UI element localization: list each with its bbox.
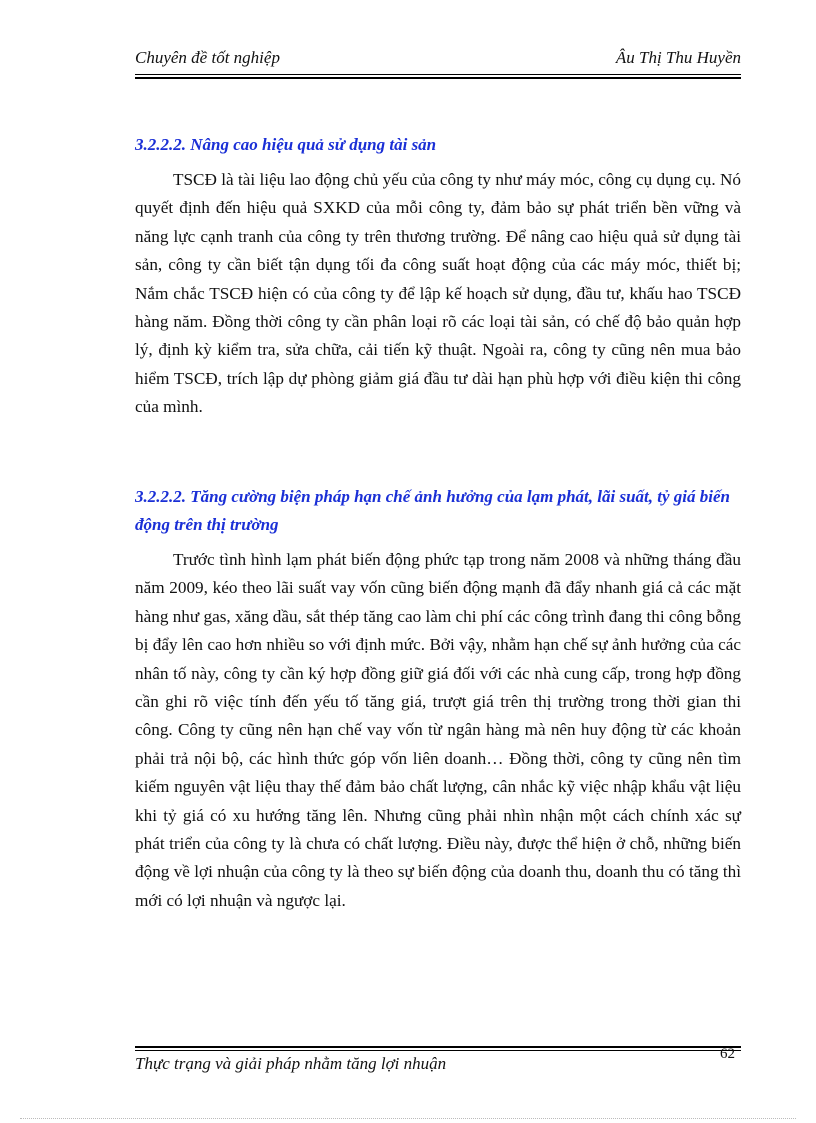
section-paragraph-2: Trước tình hình lạm phát biến động phức tạp trong năm 2008 và những tháng đầu năm 2009, kéo theo lãi suất vay vốn cũng biến động mạnh đã đẩy nhanh giá cả các mặt hàng như gas, xăng dầu, sắt thép tăng cao làm chi phí các công trình đang thi công bỗng bị đẩy lên cao hơn nhiều so với định mức. Bởi vậy, nhằm hạn chế sự ảnh hưởng của các nhân tố này, công ty cần ký hợp đồng giữ giá đối với các nhà cung cấp, trong hợp đồng cần ghi rõ việc tính đến yếu tố tăng giá, trượt giá trên thị trường trong thời gian thi công. Công ty cũng nên hạn chế vay vốn từ ngân hàng mà nên huy động từ các khoản phải trả nội bộ, các hình thức góp vốn liên doanh… Đồng thời, công ty cũng nên tìm kiếm nguyên vật liệu thay thế đảm bảo chất lượng, cân nhắc kỹ việc nhập khẩu vật liệu khi tỷ giá có xu hướng tăng lên. Nhưng cũng phải nhìn nhận một cách chính xác sự phát triển của công ty là chưa có chất lượng. Điều này, được thể hiện ở chỗ, những biến động về lợi nhuận của công ty là theo sự biến động của doanh thu, doanh thu có tăng thì mới có lợi nhuận và ngược lại.: [135, 550, 741, 910]
header-rule-thick: [135, 77, 741, 79]
header-left-title: Chuyên đề tốt nghiệp: [135, 48, 280, 67]
page-edge-dotted-line: [20, 1118, 796, 1119]
header-rule-thin: [135, 74, 741, 75]
header-author: Âu Thị Thu Huyền: [615, 48, 741, 67]
footer-rule-thin: [135, 1050, 741, 1051]
section-heading-1: 3.2.2.2. Nâng cao hiệu quả sử dụng tài sản: [135, 135, 437, 154]
page-number: 62: [720, 1046, 735, 1062]
page-header: [135, 46, 741, 74]
section-heading-2: 3.2.2.2. Tăng cường biện pháp hạn chế ảnh hưởng của lạm phát, lãi suất, tỷ giá biến động trên thị trường: [135, 487, 730, 534]
section-paragraph-1: TSCĐ là tài liệu lao động chủ yếu của công ty như máy móc, công cụ dụng cụ. Nó quyết định đến hiệu quả SXKD của mỗi công ty, đảm bảo sự phát triển bền vững và năng lực cạnh tranh của công ty trên thương trường. Để nâng cao hiệu quả sử dụng tài sản, công ty cần biết tận dụng tối đa công suất hoạt động của các máy móc, thiết bị; Nắm chắc TSCĐ hiện có của công ty để lập kế hoạch sử dụng, đầu tư, khấu hao TSCĐ hàng năm. Đồng thời công ty cần phân loại rõ các loại tài sản, có chế độ bảo quản hợp lý, định kỳ kiểm tra, sửa chữa, cải tiến kỹ thuật. Ngoài ra, công ty cũng nên mua bảo hiểm TSCĐ, trích lập dự phòng giảm giá đầu tư dài hạn phù hợp với điều kiện thi công của mình.: [135, 170, 741, 417]
footer-rule-thick: [135, 1046, 741, 1048]
footer-title: Thực trạng và giải pháp nhằm tăng lợi nhuận: [135, 1054, 447, 1073]
